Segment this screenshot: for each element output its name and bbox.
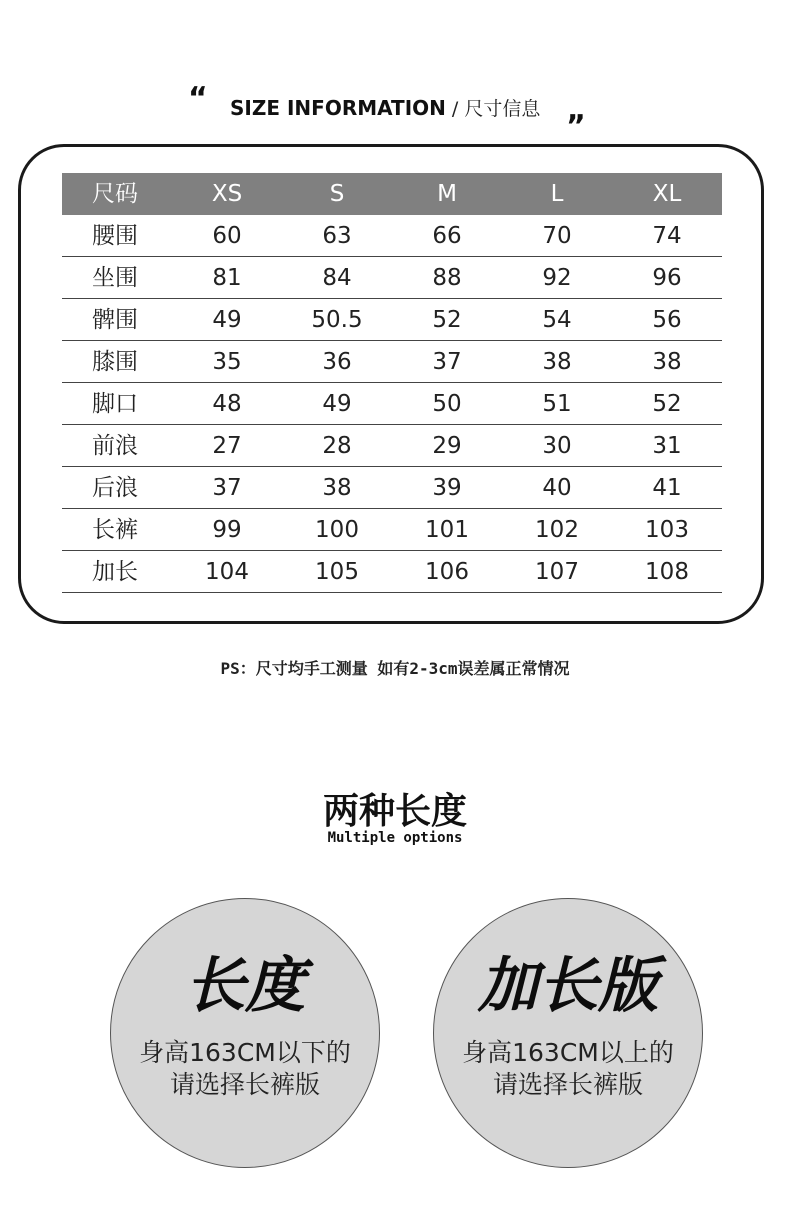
measurement-label-cell: 前浪 [92, 432, 138, 459]
measurement-value-cell: 105 [315, 558, 359, 585]
measurement-value-cell: 108 [645, 558, 689, 585]
measurement-value-cell: 66 [432, 222, 462, 249]
header-cell: L [550, 181, 564, 207]
measurement-value-cell: 51 [542, 390, 572, 417]
option-description [111, 1037, 379, 1101]
measurement-label-cell: 加长 [92, 558, 138, 585]
header-title [230, 96, 540, 121]
measurement-value-cell: 48 [212, 390, 242, 417]
table-header-row [62, 173, 722, 215]
measurement-value-cell: 106 [425, 558, 469, 585]
option-name: 加长版 [478, 951, 658, 1021]
option-description [434, 1037, 702, 1101]
table-row [62, 551, 722, 593]
measurement-value-cell: 38 [652, 348, 682, 375]
measurement-value-cell: 30 [542, 432, 572, 459]
option-desc-line: 身高163CM以下的 [139, 1038, 351, 1067]
header-cell: XS [211, 181, 243, 207]
measurement-value-cell: 27 [212, 432, 242, 459]
table-row [62, 299, 722, 341]
measurement-value-cell: 100 [315, 516, 359, 543]
table-body [62, 215, 722, 593]
measurement-value-cell: 103 [645, 516, 689, 543]
table-row [62, 509, 722, 551]
measurement-value-cell: 38 [322, 474, 352, 501]
measurement-value-cell: 99 [212, 516, 242, 543]
measurement-value-cell: 88 [432, 264, 462, 291]
measurement-value-cell: 96 [652, 264, 682, 291]
measurement-value-cell: 63 [322, 222, 352, 249]
measurement-value-cell: 54 [542, 306, 572, 333]
measurement-value-cell: 92 [542, 264, 572, 291]
measurement-label-cell: 腰围 [92, 222, 138, 249]
measurement-value-cell: 29 [432, 432, 462, 459]
measurement-label-cell: 脚口 [92, 390, 138, 417]
measurement-label-cell: 髀围 [92, 306, 138, 333]
measurement-value-cell: 38 [542, 348, 572, 375]
header-title-zh: 尺寸信息 [464, 98, 541, 120]
table-row [62, 467, 722, 509]
measurement-label-cell: 长裤 [92, 516, 138, 543]
option-name: 长度 [185, 951, 305, 1021]
table-row [62, 341, 722, 383]
option-desc-line: 身高163CM以上的 [462, 1038, 674, 1067]
options-section-title: 两种长度 [322, 791, 467, 832]
measurement-value-cell: 37 [212, 474, 242, 501]
header-separator: / [445, 98, 465, 120]
measurement-value-cell: 37 [432, 348, 462, 375]
header-cell: 尺码 [92, 181, 138, 207]
measurement-note: PS：尺寸均手工测量 如有2-3cm误差属正常情况 [220, 659, 570, 678]
measurement-value-cell: 41 [652, 474, 682, 501]
option-regular-length [110, 898, 380, 1168]
measurement-value-cell: 102 [535, 516, 579, 543]
header-title-en: SIZE INFORMATION [230, 96, 446, 120]
measurement-value-cell: 36 [322, 348, 352, 375]
measurement-value-cell: 70 [542, 222, 572, 249]
measurement-value-cell: 31 [652, 432, 682, 459]
measurement-value-cell: 49 [322, 390, 352, 417]
measurement-value-cell: 52 [652, 390, 682, 417]
table-row [62, 425, 722, 467]
measurement-value-cell: 81 [212, 264, 242, 291]
measurement-label-cell: 膝围 [92, 348, 138, 375]
measurement-value-cell: 84 [322, 264, 352, 291]
measurement-value-cell: 28 [322, 432, 352, 459]
measurement-value-cell: 39 [432, 474, 462, 501]
header-cell: S [329, 181, 345, 207]
measurement-label-cell: 后浪 [92, 474, 138, 501]
measurement-value-cell: 52 [432, 306, 462, 333]
table-row [62, 257, 722, 299]
measurement-value-cell: 74 [652, 222, 682, 249]
option-extended-length [433, 898, 703, 1168]
measurement-value-cell: 49 [212, 306, 242, 333]
header-cell: M [437, 181, 457, 207]
measurement-label-cell: 坐围 [92, 264, 138, 291]
options-section-subtitle: Multiple options [327, 830, 463, 846]
table-row [62, 215, 722, 257]
measurement-value-cell: 50.5 [311, 306, 363, 333]
open-quote-mark: “ [188, 81, 208, 116]
option-desc-line: 请选择长裤版 [169, 1070, 320, 1099]
header-cell: XL [652, 181, 682, 207]
measurement-value-cell: 107 [535, 558, 579, 585]
option-desc-line: 请选择长裤版 [492, 1070, 643, 1099]
measurement-value-cell: 104 [205, 558, 249, 585]
size-table [62, 173, 722, 593]
measurement-value-cell: 101 [425, 516, 469, 543]
measurement-value-cell: 60 [212, 222, 242, 249]
table-row [62, 383, 722, 425]
measurement-value-cell: 56 [652, 306, 682, 333]
measurement-value-cell: 50 [432, 390, 462, 417]
measurement-value-cell: 35 [212, 348, 242, 375]
close-quote-mark: ” [566, 109, 586, 144]
size-info-header [0, 81, 790, 144]
measurement-value-cell: 40 [542, 474, 572, 501]
